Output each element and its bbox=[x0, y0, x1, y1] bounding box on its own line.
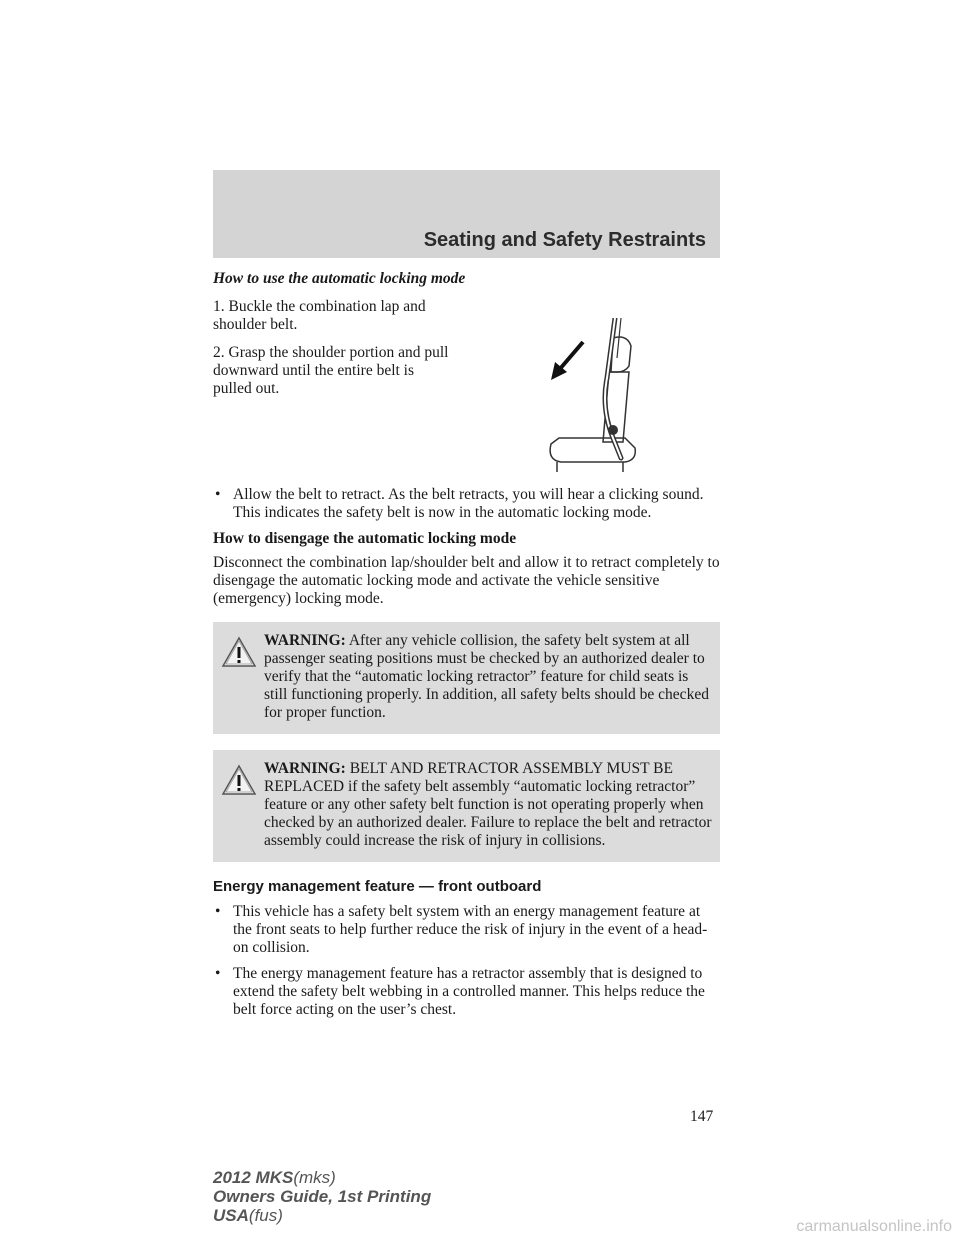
page-content bbox=[213, 270, 720, 1027]
warning-text: BELT AND RETRACTOR ASSEMBLY MUST BE REPLACED if the safety belt assembly “automatic locking retractor” feature or any other safety belt function is not operating properly when checked by an authorized dealer. Failure to replace the belt and retractor assembly could increase the risk of injury in collisions. bbox=[264, 760, 712, 849]
warning-text: After any vehicle collision, the safety belt system at all passenger seating positions must be checked by an authorized dealer to verify that the “automatic locking retractor” feature for child seats is still functioning properly. In addition, all safety belts should be checked for proper function. bbox=[264, 632, 709, 721]
list-item bbox=[213, 903, 720, 957]
section-title: Seating and Safety Restraints bbox=[423, 229, 706, 251]
warning-label: WARNING: bbox=[264, 632, 346, 649]
seat-belt-illustration bbox=[543, 318, 653, 478]
energy-heading: Energy management feature — front outboard bbox=[213, 878, 542, 895]
footer-printing: Owners Guide, 1st Printing bbox=[213, 1187, 432, 1206]
bullet-dot: • bbox=[215, 965, 221, 982]
warning-box bbox=[213, 622, 720, 734]
bullet-dot: • bbox=[215, 903, 221, 920]
footer-region-code: (fus) bbox=[248, 1206, 283, 1225]
footer-model: 2012 MKS bbox=[213, 1168, 294, 1187]
warning-triangle-icon bbox=[221, 636, 257, 668]
watermark: carmanualsonline.info bbox=[796, 1218, 952, 1235]
step-1: 1. Buckle the combination lap and shoulder belt. bbox=[213, 298, 426, 333]
footer-model-code: (mks) bbox=[293, 1168, 336, 1187]
disengage-heading: How to disengage the automatic locking mode bbox=[213, 530, 517, 547]
list-item bbox=[213, 486, 720, 522]
bullet-dot: • bbox=[215, 486, 221, 503]
bullet-text: Allow the belt to retract. As the belt retracts, you will hear a clicking sound. This indicates the safety belt is now in the automatic locking mode. bbox=[233, 486, 704, 521]
step-2: 2. Grasp the shoulder portion and pull downward until the entire belt is pulled out. bbox=[213, 344, 449, 397]
page-number: 147 bbox=[690, 1108, 714, 1125]
bullet-text: This vehicle has a safety belt system with an energy management feature at the front seats to help further reduce the risk of injury in the event of a head-on collision. bbox=[233, 903, 708, 956]
warning-triangle-icon bbox=[221, 764, 257, 796]
steps-row bbox=[213, 298, 720, 478]
warning-label: WARNING: bbox=[264, 760, 346, 777]
list-item bbox=[213, 965, 720, 1019]
disengage-text: Disconnect the combination lap/shoulder belt and allow it to retract completely to disengage the automatic locking mode and activate the vehicle sensitive (emergency) locking mode. bbox=[213, 554, 720, 607]
warning-box bbox=[213, 750, 720, 862]
auto-lock-heading: How to use the automatic locking mode bbox=[213, 270, 466, 287]
steps-list bbox=[213, 298, 453, 478]
footer-region: USA bbox=[213, 1206, 249, 1225]
footer bbox=[213, 1168, 431, 1225]
header-band bbox=[213, 170, 720, 258]
bullet-text: The energy management feature has a retractor assembly that is designed to extend the safety belt webbing in a controlled manner. This helps reduce the belt force acting on the user’s chest. bbox=[233, 965, 705, 1018]
